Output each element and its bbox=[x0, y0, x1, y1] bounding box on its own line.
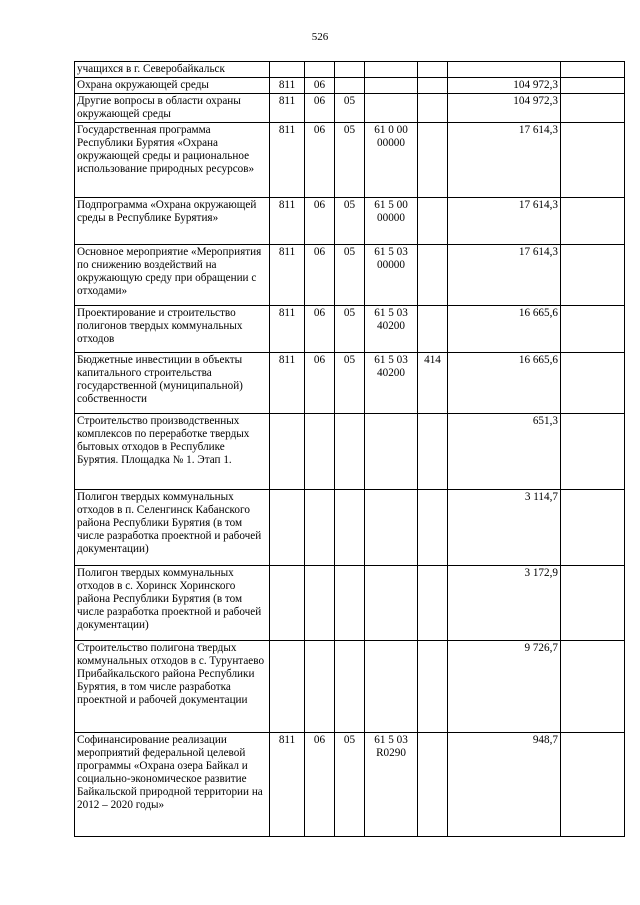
row-rz-cell bbox=[305, 62, 335, 78]
row-sum-cell: 104 972,3 bbox=[448, 78, 561, 94]
table-row bbox=[75, 94, 625, 123]
row-vr-cell bbox=[418, 245, 448, 306]
row-rz-cell: 06 bbox=[305, 94, 335, 123]
row-rz-cell bbox=[305, 414, 335, 490]
row-sum-cell: 948,7 bbox=[448, 733, 561, 837]
row-pr-cell bbox=[335, 490, 365, 566]
row-pr-cell: 05 bbox=[335, 198, 365, 245]
table-row bbox=[75, 490, 625, 566]
row-vr-cell bbox=[418, 94, 448, 123]
row-rz-cell: 06 bbox=[305, 733, 335, 837]
row-rz-cell: 06 bbox=[305, 353, 335, 414]
table-row bbox=[75, 414, 625, 490]
row-ced-cell: 811 bbox=[270, 78, 305, 94]
row-vr-cell bbox=[418, 566, 448, 641]
row-pr-cell: 05 bbox=[335, 733, 365, 837]
row-pr-cell: 05 bbox=[335, 245, 365, 306]
row-ced-cell: 811 bbox=[270, 306, 305, 353]
table-row bbox=[75, 198, 625, 245]
row-sum-cell: 16 665,6 bbox=[448, 306, 561, 353]
table-row bbox=[75, 353, 625, 414]
row-name-cell: Полигон твердых коммунальных отходов в с. Хоринск Хоринского района Республики Бурятия (в том числе разработка проектной и рабочей документации) bbox=[75, 566, 270, 641]
row-empty-cell bbox=[561, 414, 625, 490]
row-csr-cell: 61 5 00 00000 bbox=[365, 198, 418, 245]
row-rz-cell bbox=[305, 566, 335, 641]
row-name-cell: Государственная программа Республики Бурятия «Охрана окружающей среды и рациональное использование природных ресурсов» bbox=[75, 123, 270, 198]
row-rz-cell bbox=[305, 490, 335, 566]
row-sum-cell: 3 172,9 bbox=[448, 566, 561, 641]
row-rz-cell bbox=[305, 641, 335, 733]
row-empty-cell bbox=[561, 62, 625, 78]
table-row bbox=[75, 733, 625, 837]
row-csr-cell: 61 5 03 40200 bbox=[365, 353, 418, 414]
row-rz-cell: 06 bbox=[305, 78, 335, 94]
row-csr-cell: 61 5 03 R0290 bbox=[365, 733, 418, 837]
row-ced-cell: 811 bbox=[270, 94, 305, 123]
row-vr-cell bbox=[418, 641, 448, 733]
table-row bbox=[75, 245, 625, 306]
row-pr-cell: 05 bbox=[335, 306, 365, 353]
row-ced-cell bbox=[270, 490, 305, 566]
row-empty-cell bbox=[561, 733, 625, 837]
row-name-cell: Строительство производственных комплексов по переработке твердых бытовых отходов в Республике Бурятия. Площадка № 1. Этап 1. bbox=[75, 414, 270, 490]
row-ced-cell bbox=[270, 62, 305, 78]
row-sum-cell: 3 114,7 bbox=[448, 490, 561, 566]
row-csr-cell bbox=[365, 414, 418, 490]
row-name-cell: Проектирование и строительство полигонов твердых коммунальных отходов bbox=[75, 306, 270, 353]
row-sum-cell: 9 726,7 bbox=[448, 641, 561, 733]
row-sum-cell: 16 665,6 bbox=[448, 353, 561, 414]
row-empty-cell bbox=[561, 566, 625, 641]
row-empty-cell bbox=[561, 641, 625, 733]
row-csr-cell: 61 5 03 00000 bbox=[365, 245, 418, 306]
row-vr-cell bbox=[418, 306, 448, 353]
row-empty-cell bbox=[561, 245, 625, 306]
row-pr-cell: 05 bbox=[335, 353, 365, 414]
row-sum-cell: 104 972,3 bbox=[448, 94, 561, 123]
row-empty-cell bbox=[561, 94, 625, 123]
row-ced-cell: 811 bbox=[270, 733, 305, 837]
row-ced-cell bbox=[270, 641, 305, 733]
table-row bbox=[75, 78, 625, 94]
row-name-cell: Основное мероприятие «Мероприятия по снижению воздействий на окружающую среду при обращении с отходами» bbox=[75, 245, 270, 306]
row-rz-cell: 06 bbox=[305, 306, 335, 353]
row-sum-cell: 17 614,3 bbox=[448, 245, 561, 306]
row-csr-cell bbox=[365, 94, 418, 123]
row-name-cell: Полигон твердых коммунальных отходов в п. Селенгинск Кабанского района Республики Бурятия (в том числе разработка проектной и рабочей документации) bbox=[75, 490, 270, 566]
row-pr-cell: 05 bbox=[335, 94, 365, 123]
row-ced-cell: 811 bbox=[270, 123, 305, 198]
row-csr-cell bbox=[365, 490, 418, 566]
row-name-cell: Бюджетные инвестиции в объекты капитального строительства государственной (муниципальной) собственности bbox=[75, 353, 270, 414]
row-name-cell: Другие вопросы в области охраны окружающей среды bbox=[75, 94, 270, 123]
table-row bbox=[75, 641, 625, 733]
table-row bbox=[75, 566, 625, 641]
row-rz-cell: 06 bbox=[305, 198, 335, 245]
row-vr-cell bbox=[418, 198, 448, 245]
row-empty-cell bbox=[561, 306, 625, 353]
row-pr-cell bbox=[335, 414, 365, 490]
row-sum-cell: 651,3 bbox=[448, 414, 561, 490]
row-vr-cell bbox=[418, 62, 448, 78]
row-csr-cell bbox=[365, 62, 418, 78]
page-number: 526 bbox=[311, 31, 329, 43]
row-ced-cell: 811 bbox=[270, 353, 305, 414]
row-vr-cell bbox=[418, 123, 448, 198]
row-sum-cell bbox=[448, 62, 561, 78]
table-row bbox=[75, 123, 625, 198]
row-rz-cell: 06 bbox=[305, 245, 335, 306]
row-pr-cell bbox=[335, 641, 365, 733]
row-ced-cell: 811 bbox=[270, 245, 305, 306]
row-sum-cell: 17 614,3 bbox=[448, 198, 561, 245]
row-csr-cell: 61 5 03 40200 bbox=[365, 306, 418, 353]
table-row bbox=[75, 62, 625, 78]
row-empty-cell bbox=[561, 198, 625, 245]
row-vr-cell: 414 bbox=[418, 353, 448, 414]
budget-table bbox=[74, 61, 625, 837]
row-empty-cell bbox=[561, 353, 625, 414]
row-name-cell: учащихся в г. Северобайкальск bbox=[75, 62, 270, 78]
row-empty-cell bbox=[561, 78, 625, 94]
row-pr-cell bbox=[335, 566, 365, 641]
row-vr-cell bbox=[418, 78, 448, 94]
row-vr-cell bbox=[418, 733, 448, 837]
row-csr-cell bbox=[365, 641, 418, 733]
row-pr-cell bbox=[335, 62, 365, 78]
row-name-cell: Подпрограмма «Охрана окружающей среды в Республике Бурятия» bbox=[75, 198, 270, 245]
row-sum-cell: 17 614,3 bbox=[448, 123, 561, 198]
row-vr-cell bbox=[418, 414, 448, 490]
row-vr-cell bbox=[418, 490, 448, 566]
row-ced-cell bbox=[270, 566, 305, 641]
row-ced-cell bbox=[270, 414, 305, 490]
table-row bbox=[75, 306, 625, 353]
row-name-cell: Строительство полигона твердых коммунальных отходов в с. Турунтаево Прибайкальского района Республики Бурятия, в том числе разработка проектной и рабочей документации bbox=[75, 641, 270, 733]
row-name-cell: Охрана окружающей среды bbox=[75, 78, 270, 94]
row-csr-cell: 61 0 00 00000 bbox=[365, 123, 418, 198]
row-csr-cell bbox=[365, 566, 418, 641]
row-empty-cell bbox=[561, 123, 625, 198]
row-name-cell: Софинансирование реализации мероприятий федеральной целевой программы «Охрана озера Байкал и социально-экономическое развитие Байкальской природной территории на 2012 – 2020 годы» bbox=[75, 733, 270, 837]
row-rz-cell: 06 bbox=[305, 123, 335, 198]
row-pr-cell: 05 bbox=[335, 123, 365, 198]
row-ced-cell: 811 bbox=[270, 198, 305, 245]
row-empty-cell bbox=[561, 490, 625, 566]
row-pr-cell bbox=[335, 78, 365, 94]
row-csr-cell bbox=[365, 78, 418, 94]
